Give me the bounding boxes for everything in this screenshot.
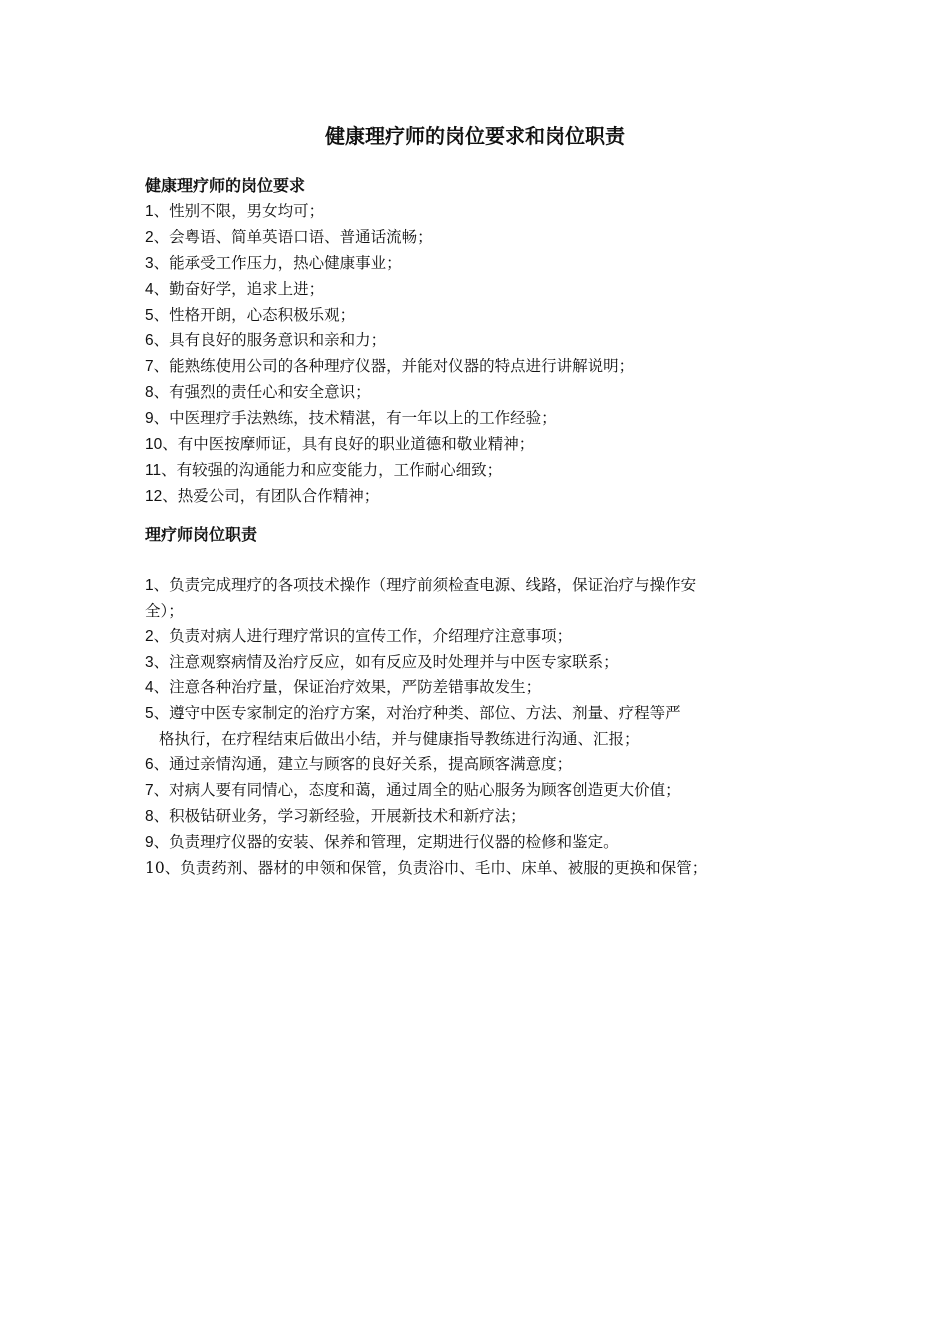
list-item: 9、中医理疗手法熟练，技术精湛，有一年以上的工作经验； (145, 409, 557, 428)
list-item: 3、能承受工作压力，热心健康事业； (145, 253, 402, 272)
list-item: 9、负责理疗仪器的安装、保养和管理，定期进行仪器的检修和鉴定。 (145, 832, 619, 851)
list-item: 1、性别不限，男女均可； (145, 201, 325, 220)
list-item: 4、勤奋好学，追求上进； (145, 279, 325, 298)
list-item: 6、通过亲情沟通，建立与顾客的良好关系，提高顾客满意度； (145, 755, 573, 774)
page-title: 健康理疗师的岗位要求和岗位职责 (325, 124, 625, 148)
requirements-section (145, 174, 815, 510)
list-item: 11、有较强的沟通能力和应变能力，工作耐心细致； (145, 460, 503, 479)
requirements-list (145, 199, 815, 510)
list-item: 4、注意各种治疗量，保证治疗效果，严防差错事故发生； (145, 678, 542, 697)
list-item: 5、性格开朗，心态积极乐观； (145, 305, 356, 324)
list-item: 2、负责对病人进行理疗常识的宣传工作，介绍理疗注意事项； (145, 626, 573, 645)
list-item: 10、有中医按摩师证，具有良好的职业道德和敬业精神； (145, 435, 535, 454)
list-item: 7、能熟练使用公司的各种理疗仪器，并能对仪器的特点进行讲解说明； (145, 357, 635, 376)
list-item: 1、负责完成理疗的各项技术操作（理疗前须检查电源、线路，保证治疗与操作安 全）； (145, 575, 697, 620)
list-item: 8、积极钻研业务，学习新经验，开展新技术和新疗法； (145, 806, 526, 825)
list-item: 12、热爱公司，有团队合作精神； (145, 486, 380, 505)
list-item: 10、负责药剂、器材的申领和保管，负责浴巾、毛巾、床单、被服的更换和保管； (145, 858, 708, 877)
duties-section (145, 523, 815, 881)
list-item: 8、有强烈的责任心和安全意识； (145, 383, 371, 402)
list-item: 3、注意观察病情及治疗反应，如有反应及时处理并与中医专家联系； (145, 652, 619, 671)
duties-list (145, 573, 815, 881)
list-item: 7、对病人要有同情心，态度和蔼，通过周全的贴心服务为顾客创造更大价值； (145, 781, 681, 800)
list-item: 2、会粤语、简单英语口语、普通话流畅； (145, 227, 433, 246)
list-item: 5、遵守中医专家制定的治疗方案，对治疗种类、部位、方法、剂量、疗程等严 格执行，在疗程结束后做出小结，并与健康指导教练进行沟通、汇报； (145, 704, 681, 749)
requirements-heading: 健康理疗师的岗位要求 (145, 176, 306, 195)
duties-heading: 理疗师岗位职责 (145, 525, 258, 544)
list-item: 6、具有良好的服务意识和亲和力； (145, 331, 387, 350)
